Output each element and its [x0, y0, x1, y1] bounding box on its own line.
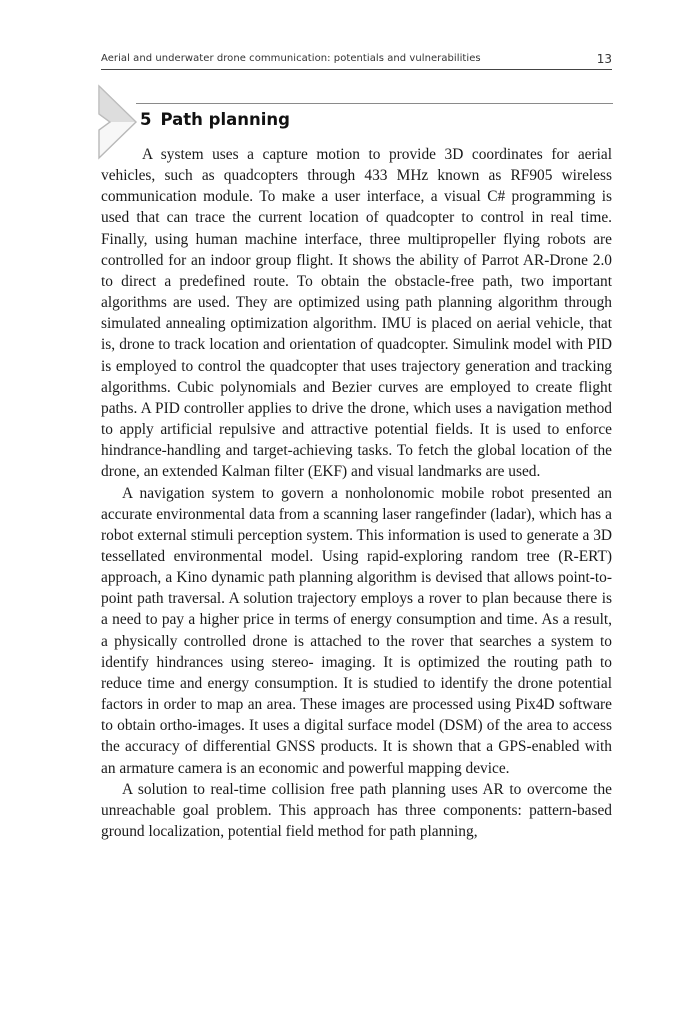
- page-number: 13: [596, 52, 612, 66]
- running-head-title: Aerial and underwater drone communication: potentials and vulnerabilities: [101, 53, 481, 64]
- paragraph-2: A navigation system to govern a nonholonomic mobile robot presented an accurate environmental data from a scanning laser rangefinder (ladar), which has a robot external stimuli perception system. This information is used to generate a 3D tessellated environmental model. Using rapid-exploring random tree (R-ERT) approach, a Kino dynamic path planning algorithm is devised that allows point-to-point path traversal. A solution trajectory employs a rover to plan because there is a need to pay a higher price in terms of energy consumption and time. As a result, a physically controlled drone is attached to the rover that searches a system to identify hindrances using stereo- imaging. It is optimized the routing path to reduce time and energy consumption. It is studied to identify the drone potential factors in order to map an area. These images are processed using Pix4D software to obtain ortho-images. It uses a digital surface model (DSM) of the area to access the accuracy of differential GNSS products. It is shown that a GPS-enabled with an armature camera is an economic and powerful mapping device.: [101, 484, 612, 777]
- section-title: Path planning: [160, 110, 290, 129]
- paragraph-3: A solution to real-time collision free path planning uses AR to overcome the unreachable goal problem. This approach has three components: pattern-based ground localization, potential field method for path planning,: [101, 780, 612, 840]
- paragraph-1: A system uses a capture motion to provide 3D coordinates for aerial vehicles, such as quadcopters through 433 MHz known as RF905 wireless communication module. To make a user interface, a visual C# programming is used that can trace the current location of quadcopter to control in real time. Finally, using human machine interface, three multipropeller flying robots are controlled for an indoor group flight. It shows the ability of Parrot AR-Drone 2.0 to direct a predefined route. To obtain the obstacle-free path, two important algorithms are used. They are optimized using path planning algorithm through simulated annealing optimization algorithm. IMU is placed on aerial vehicle, that is, drone to track location and orientation of quadcopter. Simulink model with PID is employed to control the quadcopter that uses trajectory generation and tracking algorithms. Cubic polynomials and Bezier curves are employed to create flight paths. A PID controller applies to drive the drone, which uses a navigation method to apply artificial repulsive and attractive potential fields. It is used to enforce hindrance-handling and target-achieving tasks. To fetch the global location of the drone, an extended Kalman filter (EKF) and visual landmarks are used.: [101, 146, 612, 481]
- section-number: 5: [140, 110, 152, 129]
- running-head: [101, 53, 612, 69]
- section-rule: [136, 103, 613, 104]
- running-head-rule: [101, 69, 612, 70]
- section-heading: [140, 110, 290, 129]
- section-body: [101, 144, 612, 842]
